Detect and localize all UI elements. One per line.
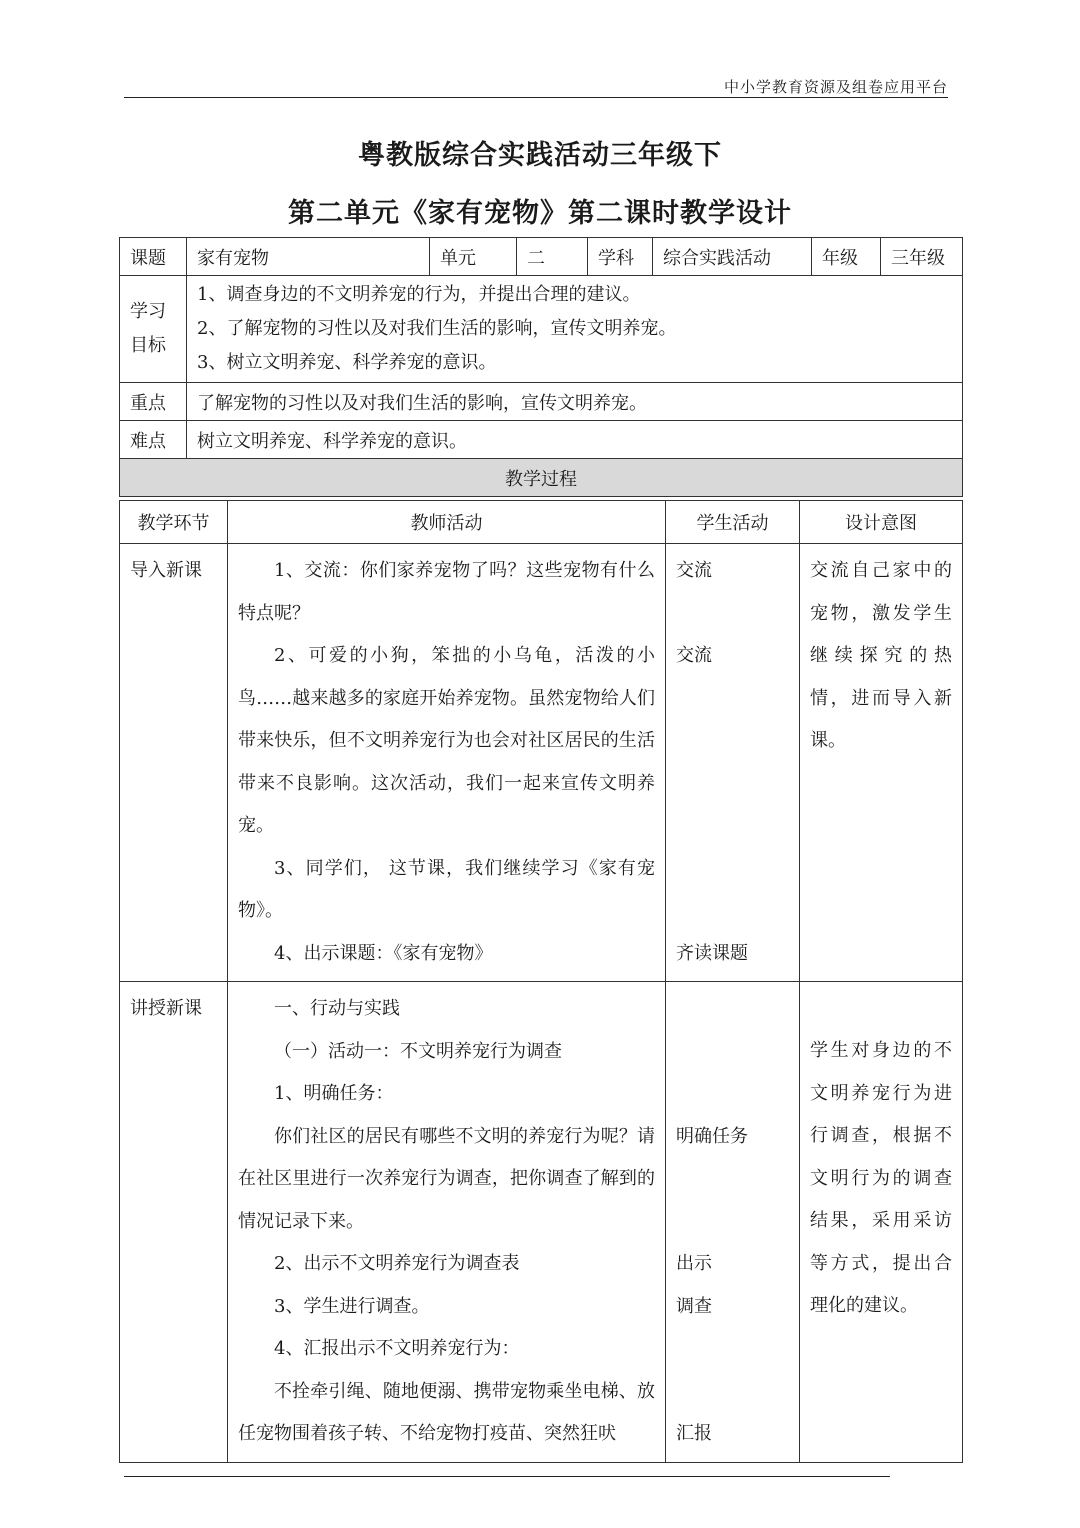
goal-item: 2、了解宠物的习性以及对我们生活的影响，宣传文明养宠。 — [197, 318, 677, 339]
teacher-step: 不拴牵引绳、随地便溺、携带宠物乘坐电梯、放任宠物围着孩子转、不给宠物打疫苗、突然狂吠 — [238, 1380, 655, 1444]
student-step: 调查 — [676, 1295, 712, 1317]
key-label: 重点 — [120, 383, 187, 421]
teacher-step: 一、行动与实践 — [274, 998, 400, 1019]
student-step: 汇报 — [676, 1423, 712, 1444]
design-intent-new: 学生对身边的不文明养宠行为进行调查，根据不文明行为的调查结果，采用采访等方式，提出合理化的建议。 — [800, 982, 963, 1463]
goal-item: 3、树立文明养宠、科学养宠的意识。 — [197, 352, 497, 373]
subject-label: 学科 — [588, 238, 653, 276]
teacher-step: 3、同学们， 这节课，我们继续学习《家有宠物》。 — [238, 857, 655, 921]
header-rule — [124, 97, 948, 98]
teacher-step: 4、出示课题：《家有宠物》 — [274, 942, 493, 964]
teacher-step: 1、交流：你们家养宠物了吗？这些宠物有什么特点呢？ — [238, 560, 655, 624]
student-activity-new — [666, 982, 800, 1463]
difficulty-value: 树立文明养宠、科学养宠的意识。 — [187, 421, 963, 459]
platform-name: 中小学教育资源及组卷应用平台 — [723, 78, 948, 96]
teacher-step: 2、可爱的小狗，笨拙的小乌龟，活泼的小鸟……越来越多的家庭开始养宠物。虽然宠物给人们带来快乐，但不文明养宠行为也会对社区居民的生活带来不良影响。这次活动，我们一起来宣传文明养宠。 — [238, 645, 655, 836]
student-activity-intro — [666, 544, 800, 982]
student-step: 明确任务 — [676, 1125, 748, 1147]
design-intent-intro: 交流自己家中的宠物，激发学生继续探究的热情，进而导入新课。 — [800, 544, 963, 982]
teacher-step: 1、明确任务： — [274, 1083, 394, 1104]
teacher-activity-intro — [228, 544, 666, 982]
topic-label: 课题 — [120, 238, 187, 276]
process-row-intro — [120, 544, 963, 982]
footer-rule — [124, 1476, 890, 1477]
column-header: 教师活动 — [228, 501, 666, 544]
teacher-step: 2、出示不文明养宠行为调查表 — [274, 1253, 520, 1274]
teacher-step: （一）活动一：不文明养宠行为调查 — [274, 1040, 562, 1062]
teacher-activity-new — [228, 982, 666, 1463]
teacher-step: 4、汇报出示不文明养宠行为： — [274, 1338, 520, 1359]
student-step: 交流 — [676, 645, 712, 666]
stage-new: 讲授新课 — [120, 982, 228, 1463]
subject-value: 综合实践活动 — [653, 238, 812, 276]
column-header: 教学环节 — [120, 501, 228, 544]
goals-list — [187, 276, 963, 383]
process-header: 教学过程 — [120, 459, 963, 497]
student-step: 出示 — [676, 1253, 712, 1274]
student-step: 齐读课题 — [676, 942, 748, 964]
info-row-topic — [120, 238, 963, 276]
document-title-line1: 粤教版综合实践活动三年级下 — [358, 140, 722, 171]
info-row-key — [120, 383, 963, 421]
difficulty-label: 难点 — [120, 421, 187, 459]
goals-label — [120, 276, 187, 383]
info-row-difficulty — [120, 421, 963, 459]
teacher-step: 你们社区的居民有哪些不文明的养宠行为呢？请在社区里进行一次养宠行为调查，把你调查了解到的情况记录下来。 — [238, 1125, 655, 1232]
process-row-new — [120, 982, 963, 1463]
goal-item: 1、调查身边的不文明养宠的行为，并提出合理的建议。 — [197, 284, 641, 305]
info-table — [119, 237, 963, 497]
unit-label: 单元 — [430, 238, 517, 276]
unit-value: 二 — [517, 238, 588, 276]
stage-intro: 导入新课 — [120, 544, 228, 982]
column-header: 设计意图 — [800, 501, 963, 544]
grade-label: 年级 — [812, 238, 881, 276]
process-column-headers — [120, 501, 963, 544]
key-value: 了解宠物的习性以及对我们生活的影响，宣传文明养宠。 — [187, 383, 963, 421]
teacher-step: 3、学生进行调查。 — [274, 1295, 430, 1317]
document-title-line2: 第二单元《家有宠物》第二课时教学设计 — [288, 198, 792, 229]
info-row-goals — [120, 276, 963, 383]
goals-label-line2: 目标 — [130, 335, 166, 356]
goals-label-line1: 学习 — [130, 301, 166, 322]
topic-value: 家有宠物 — [187, 238, 430, 276]
process-table — [119, 500, 963, 1463]
student-step: 交流 — [676, 560, 712, 581]
grade-value: 三年级 — [881, 238, 963, 276]
column-header: 学生活动 — [666, 501, 800, 544]
